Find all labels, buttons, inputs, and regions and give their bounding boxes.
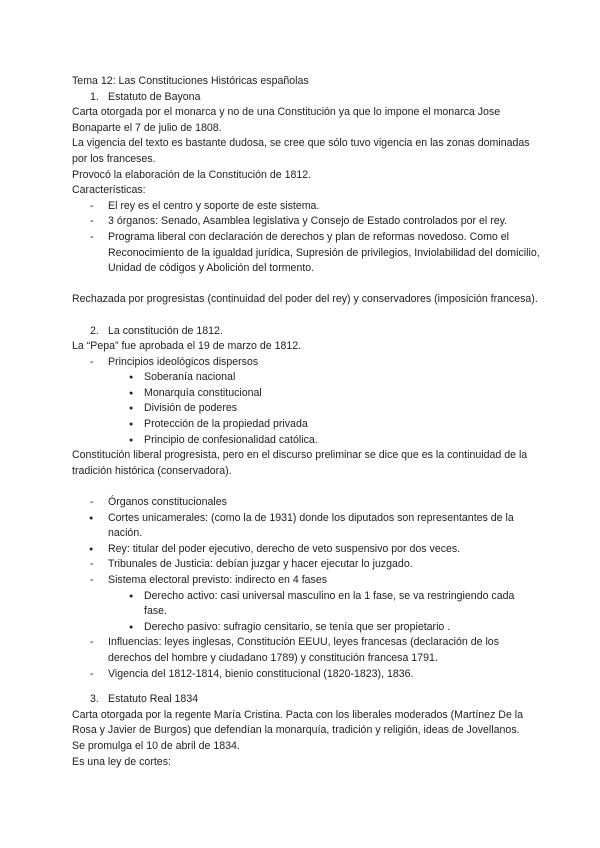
paragraph: Constitución liberal progresista, pero en el discurso preliminar se dice que es la continuidad de la tradición histórica (conservadora). [72,449,528,477]
features-list [72,199,540,277]
list-item: - 3 órganos: Senado, Asamblea legislativa y Consejo de Estado controlados por el rey. [72,214,540,230]
paragraph: La “Pepa” fue aprobada el 19 de marzo de 1812. [72,340,302,353]
paragraph: Carta otorgada por la regente María Cristina. Pacta con los liberales moderados (Martínez De la Rosa y Javier de Burgos) que defendían la monarquía, tradición y religión, ideas de Jovellanos. [72,708,524,737]
list-item: ● Monarquía constitucional [72,386,540,402]
list-item: - Influencias: leyes inglesas, Constitución EEUU, leyes francesas (declaración de los derechos del hombre y ciudadano 1789) y constitución francesa 1791. [72,635,540,666]
section-number: 1. [90,90,99,103]
principles-list [72,355,540,449]
section-heading-2 [72,324,540,340]
document-title: Tema 12: Las Constituciones Históricas españolas [72,75,309,87]
list-item: ● División de poderes [72,401,540,417]
list-item: - El rey es el centro y soporte de este sistema. [72,199,540,215]
list-item: - Tribunales de Justicia: debían juzgar y hacer ejecutar lo juzgado. [72,557,540,573]
list-item: ● Cortes unicamerales: (como la de 1931) donde los diputados son representantes de la nación. [72,511,540,542]
list-item: - Órganos constitucionales [72,495,540,511]
list-item: ● Protección de la propiedad privada [72,417,540,433]
organs-list [72,495,540,682]
list-item: - Sistema electoral previsto: indirecto en 4 fases [72,573,540,589]
list-item: - Programa liberal con declaración de derechos y plan de reformas novedoso. Como el Reconocimiento de la igualdad jurídica, Supresión de privilegios, Inviolabilidad del domicilio, Unidad de códigos y Abolición del tormento. [72,230,540,277]
list-item: ● Rey: titular del poder ejecutivo, derecho de veto suspensivo por dos veces. [72,542,540,558]
section-number: 2. [90,324,99,337]
list-item: - Principios ideológicos dispersos [72,355,540,371]
list-item: ● Principio de confesionalidad católica. [72,433,540,449]
paragraph: Se promulga el 10 de abril de 1834. [72,739,240,752]
section-title: Estatuto Real 1834 [108,693,199,706]
paragraph: La vigencia del texto es bastante dudosa, se cree que sólo tuvo vigencia en las zonas dominadas por los franceses. [72,137,530,165]
paragraph: Características: [72,184,146,197]
paragraph: Rechazada por progresistas (continuidad del poder del rey) y conservadores (imposición francesa). [72,293,538,306]
list-item: ● Soberanía nacional [72,370,540,386]
list-item: ● Derecho pasivo: sufragio censitario, se tenía que ser propietario . [72,620,540,636]
section-title: La constitución de 1812. [108,324,223,337]
section-heading-1 [72,90,540,106]
section-title: Estatuto de Bayona [108,90,201,103]
list-item: - Vigencia del 1812-1814, bienio constitucional (1820-1823), 1836. [72,667,540,683]
paragraph: Provocó la elaboración de la Constitución de 1812. [72,168,312,181]
paragraph: Es una ley de cortes: [72,755,171,768]
paragraph: Carta otorgada por el monarca y no de una Constitución ya que lo impone el monarca Jose Bonaparte el 7 de julio de 1808. [72,106,501,134]
list-item: ● Derecho activo: casi universal masculino en la 1 fase, se va restringiendo cada fase. [72,589,540,620]
section-heading-3 [72,692,540,708]
section-number: 3. [90,693,99,706]
